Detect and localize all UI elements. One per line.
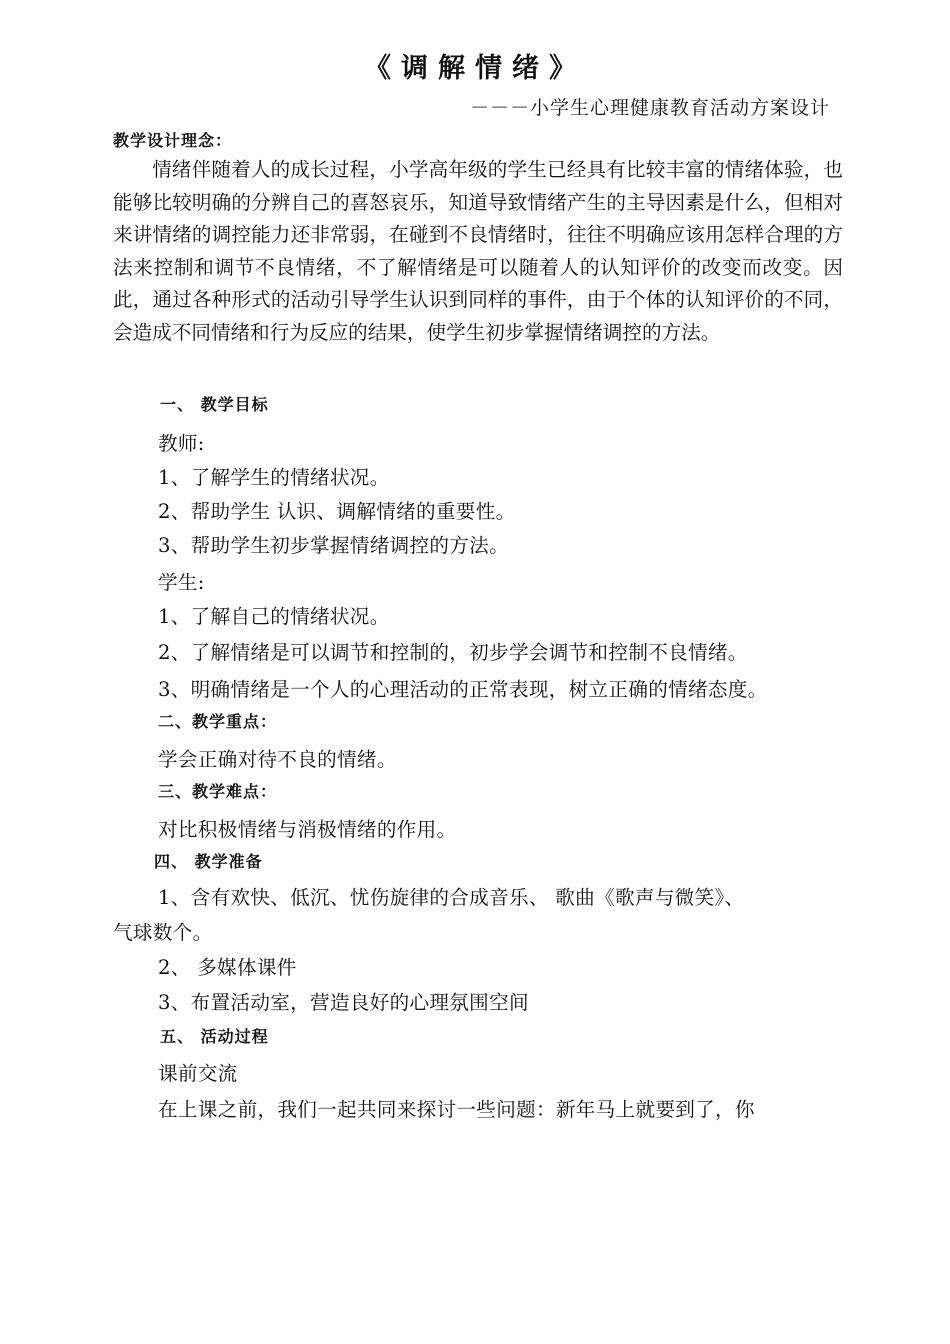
student-goal-item: 1、了解自己的情绪状况。: [158, 605, 390, 628]
teacher-label: 教师:: [158, 432, 205, 455]
process-text: 在上课之前，我们一起共同来探讨一些问题：新年马上就要到了，你: [158, 1098, 755, 1121]
design-concept-heading: 教学设计理念：: [113, 131, 233, 150]
teacher-goal-item: 2、帮助学生 认识、调解情绪的重要性。: [158, 500, 516, 523]
preparation-item: 1、含有欢快、低沉、忧伤旋律的合成音乐、 歌曲《歌声与微笑》、: [158, 886, 745, 909]
preparation-item: 3、布置活动室，营造良好的心理氛围空间: [158, 991, 529, 1014]
student-goal-item: 3、明确情绪是一个人的心理活动的正常表现，树立正确的情绪态度。: [158, 678, 768, 701]
teacher-goal-item: 1、了解学生的情绪状况。: [158, 466, 390, 489]
preparation-item-continued: 气球数个。: [113, 921, 213, 944]
student-goal-item: 2、了解情绪是可以调节和控制的，初步学会调节和控制不良情绪。: [158, 641, 748, 664]
goals-heading: 一、 教学目标: [160, 395, 269, 414]
student-label: 学生:: [158, 571, 205, 594]
document-subtitle: －－－小学生心理健康教育活动方案设计: [469, 97, 830, 119]
difficulty-heading: 三、教学难点：: [158, 782, 278, 801]
difficulty-text: 对比积极情绪与消极情绪的作用。: [158, 818, 457, 841]
process-heading: 五、 活动过程: [160, 1027, 269, 1046]
key-point-heading: 二、教学重点：: [158, 712, 278, 731]
document-title: 《调解情绪》: [364, 53, 586, 84]
preparation-item: 2、 多媒体课件: [158, 956, 297, 979]
preparation-heading: 四、 教学准备: [154, 852, 263, 871]
key-point-text: 学会正确对待不良的情绪。: [158, 748, 397, 771]
teacher-goal-item: 3、帮助学生初步掌握情绪调控的方法。: [158, 534, 509, 557]
process-subheading: 课前交流: [158, 1062, 238, 1085]
design-concept-paragraph: 情绪伴随着人的成长过程，小学高年级的学生已经具有比较丰富的情绪体验，也能够比较明确的分辨自己的喜怒哀乐，知道导致情绪产生的主导因素是什么，但相对来讲情绪的调控能力还非常弱，在碰到不良情绪时，往往不明确应该用怎样合理的方法来控制和调节不良情绪，不了解情绪是可以随着人的认知评价的改变而改变。因此，通过各种形式的活动引导学生认识到同样的事件，由于个体的认知评价的不同，会造成不同情绪和行为反应的结果，使学生初步掌握情绪调控的方法。: [113, 158, 843, 344]
